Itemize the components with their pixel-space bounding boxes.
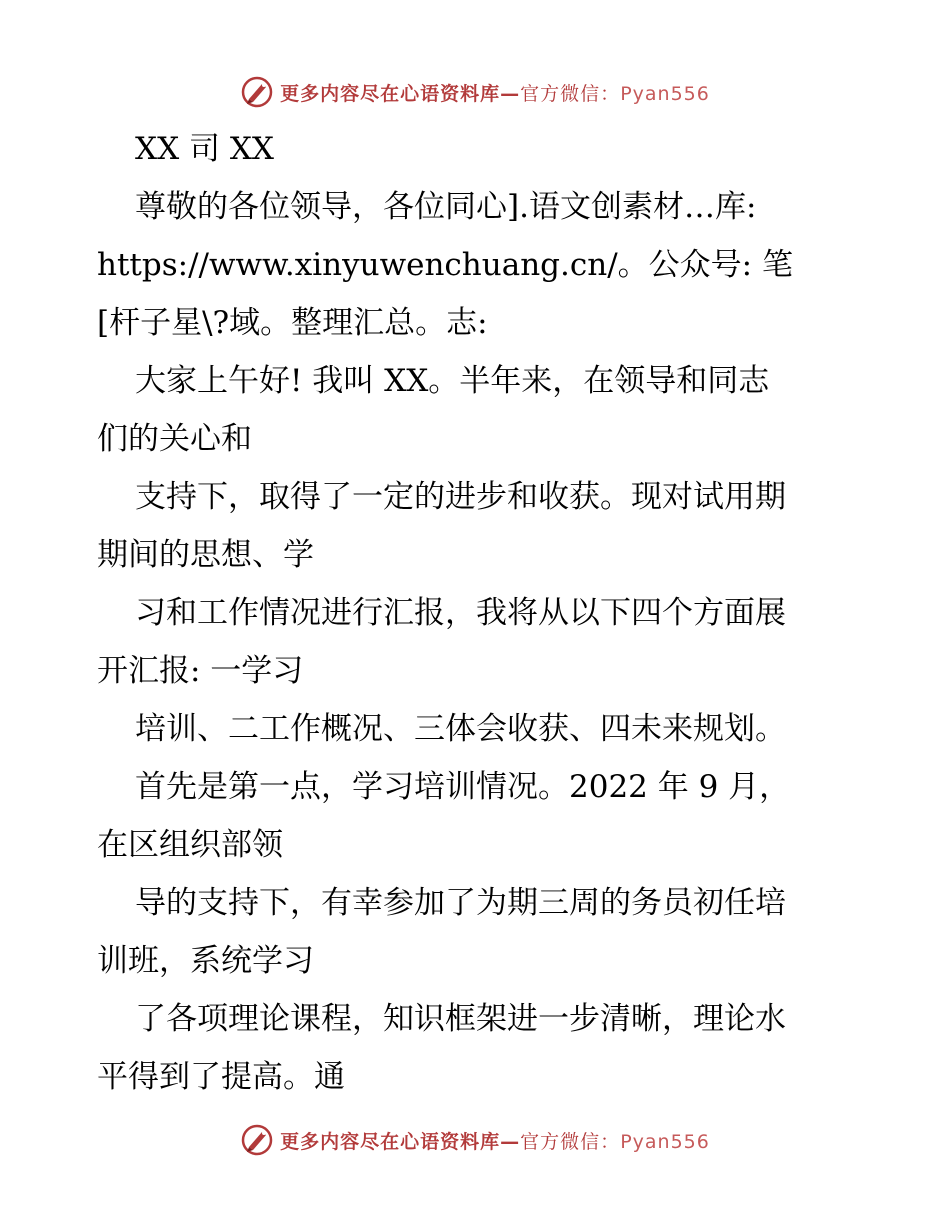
text-line: 培训、二工作概况、三体会收获、四未来规划。 bbox=[135, 711, 786, 747]
banner-wechat-label: 官方微信： bbox=[520, 82, 621, 105]
text-line: 导的支持下，有幸参加了为期三周的务员初任培 bbox=[135, 885, 786, 921]
text-line: https://www.xinyuwenchuang.cn/。公众号: 笔 bbox=[97, 247, 793, 283]
banner-site-text: 更多内容尽在心语资料库 bbox=[280, 82, 501, 105]
document-body bbox=[97, 120, 857, 1106]
banner-dash: — bbox=[500, 82, 521, 105]
banner-dash: — bbox=[500, 1130, 521, 1153]
footer-banner bbox=[0, 1120, 950, 1160]
banner-wechat-id: Pyan556 bbox=[620, 1130, 710, 1153]
banner-wechat-label: 官方微信： bbox=[520, 1130, 621, 1153]
text-line: 开汇报: 一学习 bbox=[97, 653, 304, 689]
text-line: 习和工作情况进行汇报，我将从以下四个方面展 bbox=[135, 595, 786, 631]
text-line: 了各项理论课程，知识框架进一步清晰，理论水 bbox=[135, 1001, 786, 1037]
banner-wechat-id: Pyan556 bbox=[620, 82, 710, 105]
text-line: 期间的思想、学 bbox=[97, 537, 314, 573]
text-line: 大家上午好! 我叫 XX。半年来，在领导和同志 bbox=[135, 363, 770, 399]
banner-site-text: 更多内容尽在心语资料库 bbox=[280, 1130, 501, 1153]
text-line: 尊敬的各位领导，各位同心].语文创素材…库: bbox=[135, 189, 757, 225]
pen-logo-icon bbox=[240, 1123, 274, 1157]
text-line: XX 司 XX bbox=[135, 131, 274, 167]
text-line: 们的关心和 bbox=[97, 421, 252, 457]
text-line: 在区组织部领 bbox=[97, 827, 283, 863]
text-line: 训班，系统学习 bbox=[97, 943, 314, 979]
text-line: 首先是第一点，学习培训情况。2022 年 9 月， bbox=[135, 769, 791, 805]
text-line: [杆子星\?域。整理汇总。志: bbox=[97, 305, 488, 341]
banner-text bbox=[280, 79, 710, 106]
pen-logo-icon bbox=[240, 75, 274, 109]
text-line: 平得到了提高。通 bbox=[97, 1059, 345, 1095]
header-banner bbox=[0, 72, 950, 112]
banner-text bbox=[280, 1127, 710, 1154]
text-line: 支持下，取得了一定的进步和收获。现对试用期 bbox=[135, 479, 786, 515]
